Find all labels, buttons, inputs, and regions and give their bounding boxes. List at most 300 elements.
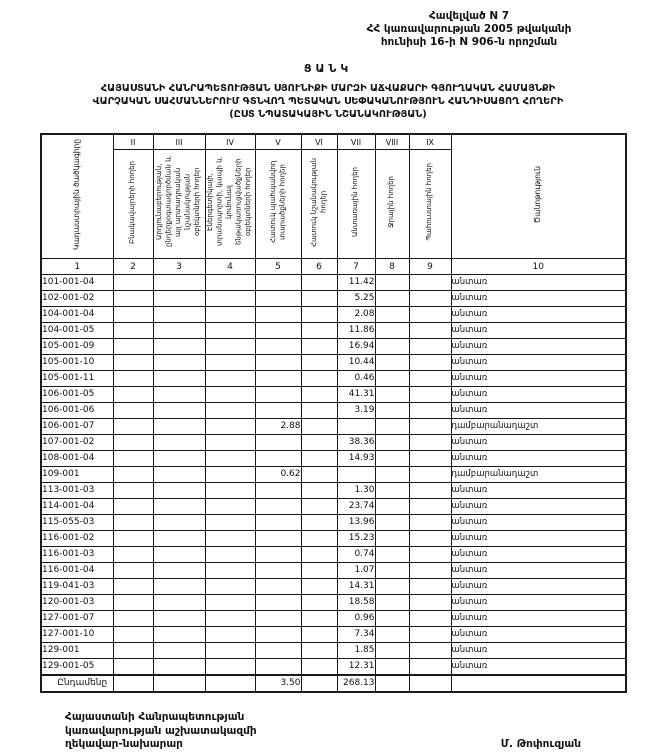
cadastral-code-cell: 104-001-04 bbox=[41, 307, 113, 323]
water-cell bbox=[375, 403, 409, 419]
protected-areas-cell bbox=[255, 499, 301, 515]
cadastral-code-cell: 108-001-04 bbox=[41, 451, 113, 467]
cadastral-code-cell: 127-001-07 bbox=[41, 611, 113, 627]
forest-cell: 15.23 bbox=[337, 531, 375, 547]
protected-areas-cell bbox=[255, 275, 301, 291]
reserve-cell bbox=[409, 547, 451, 563]
cadastral-code-cell: 105-001-11 bbox=[41, 371, 113, 387]
water-cell bbox=[375, 515, 409, 531]
table-row bbox=[41, 339, 626, 355]
forest-cell: 13.96 bbox=[337, 515, 375, 531]
protected-areas-cell: 2.88 bbox=[255, 419, 301, 435]
infrastructure-cell bbox=[205, 515, 255, 531]
water-cell bbox=[375, 355, 409, 371]
forest-cell: 23.74 bbox=[337, 499, 375, 515]
industrial-cell bbox=[153, 659, 205, 676]
reserve-cell bbox=[409, 595, 451, 611]
reserve-cell bbox=[409, 323, 451, 339]
industrial-cell bbox=[153, 371, 205, 387]
water-cell bbox=[375, 339, 409, 355]
special-purpose-cell bbox=[301, 387, 337, 403]
water-cell bbox=[375, 659, 409, 676]
protected-areas-cell: 3.50 bbox=[255, 675, 301, 692]
note-cell: անտառ bbox=[451, 643, 626, 659]
table-row bbox=[41, 531, 626, 547]
forest-cell: 0.74 bbox=[337, 547, 375, 563]
settlement-cell bbox=[113, 307, 153, 323]
title-heading: ՑԱՆԿ bbox=[303, 62, 353, 75]
col-number-6: 6 bbox=[301, 259, 337, 275]
table-row bbox=[41, 515, 626, 531]
reserve-cell bbox=[409, 291, 451, 307]
settlement-cell bbox=[113, 451, 153, 467]
forest-cell: 5.25 bbox=[337, 291, 375, 307]
cadastral-code-cell: 114-001-04 bbox=[41, 499, 113, 515]
industrial-cell bbox=[153, 627, 205, 643]
cadastral-code-cell: 106-001-06 bbox=[41, 403, 113, 419]
special-purpose-cell bbox=[301, 499, 337, 515]
cadastral-code-cell: 105-001-09 bbox=[41, 339, 113, 355]
col-number-2: 2 bbox=[113, 259, 153, 275]
reserve-cell bbox=[409, 419, 451, 435]
note-cell: անտառ bbox=[451, 483, 626, 499]
special-purpose-cell bbox=[301, 563, 337, 579]
special-purpose-cell bbox=[301, 403, 337, 419]
special-purpose-cell bbox=[301, 483, 337, 499]
special-purpose-cell bbox=[301, 435, 337, 451]
note-cell: դամբարանադաշտ bbox=[451, 467, 626, 483]
note-cell: անտառ bbox=[451, 435, 626, 451]
total-row bbox=[41, 675, 626, 692]
protected-areas-cell bbox=[255, 291, 301, 307]
appendix-line-2: ՀՀ կառավարության 2005 թվականի bbox=[366, 23, 572, 35]
column-numeral-8: VIII bbox=[375, 134, 409, 150]
reserve-cell bbox=[409, 627, 451, 643]
settlement-cell bbox=[113, 643, 153, 659]
settlement-cell bbox=[113, 659, 153, 676]
protected-areas-cell bbox=[255, 547, 301, 563]
industrial-cell bbox=[153, 531, 205, 547]
reserve-cell bbox=[409, 611, 451, 627]
forest-cell bbox=[337, 467, 375, 483]
table-row bbox=[41, 275, 626, 291]
infrastructure-cell bbox=[205, 675, 255, 692]
special-purpose-cell bbox=[301, 579, 337, 595]
industrial-cell bbox=[153, 339, 205, 355]
special-purpose-cell bbox=[301, 291, 337, 307]
protected-areas-cell: 0.62 bbox=[255, 467, 301, 483]
cadastral-code-cell: 129-001-05 bbox=[41, 659, 113, 676]
special-purpose-cell bbox=[301, 339, 337, 355]
note-cell: դամբարանադաշտ bbox=[451, 419, 626, 435]
column-header-special-purpose: Հատուկ նշանակության հողեր bbox=[301, 150, 337, 259]
protected-areas-cell bbox=[255, 611, 301, 627]
protected-areas-cell bbox=[255, 355, 301, 371]
column-header-protected-areas: Հատուկ պահպանվող տարածքների հողեր bbox=[255, 150, 301, 259]
reserve-cell bbox=[409, 579, 451, 595]
column-numeral-3: III bbox=[153, 134, 205, 150]
infrastructure-cell bbox=[205, 419, 255, 435]
signatory-title-line-1: Հայաստանի Հանրապետության bbox=[65, 711, 245, 723]
forest-cell: 18.58 bbox=[337, 595, 375, 611]
table-row bbox=[41, 467, 626, 483]
water-cell bbox=[375, 483, 409, 499]
protected-areas-cell bbox=[255, 371, 301, 387]
column-numeral-6: VI bbox=[301, 134, 337, 150]
special-purpose-cell bbox=[301, 419, 337, 435]
column-number-row bbox=[41, 259, 626, 275]
table-row bbox=[41, 403, 626, 419]
reserve-cell bbox=[409, 403, 451, 419]
settlement-cell bbox=[113, 371, 153, 387]
water-cell bbox=[375, 451, 409, 467]
page-title bbox=[0, 62, 656, 121]
table-row bbox=[41, 371, 626, 387]
note-cell: անտառ bbox=[451, 275, 626, 291]
reserve-cell bbox=[409, 659, 451, 676]
special-purpose-cell bbox=[301, 451, 337, 467]
water-cell bbox=[375, 643, 409, 659]
industrial-cell bbox=[153, 275, 205, 291]
table-row bbox=[41, 659, 626, 676]
title-line-3: (ԸՍՏ ՆՊԱՏԱԿԱՅԻՆ ՆՇԱՆԱԿՈՒԹՅԱՆ) bbox=[229, 109, 427, 120]
industrial-cell bbox=[153, 355, 205, 371]
column-numeral-9: IX bbox=[409, 134, 451, 150]
special-purpose-cell bbox=[301, 627, 337, 643]
forest-cell: 1.07 bbox=[337, 563, 375, 579]
industrial-cell bbox=[153, 595, 205, 611]
forest-cell: 11.42 bbox=[337, 275, 375, 291]
table-row bbox=[41, 291, 626, 307]
settlement-cell bbox=[113, 291, 153, 307]
forest-cell: 268.13 bbox=[337, 675, 375, 692]
protected-areas-cell bbox=[255, 483, 301, 499]
industrial-cell bbox=[153, 323, 205, 339]
forest-cell: 10.44 bbox=[337, 355, 375, 371]
industrial-cell bbox=[153, 643, 205, 659]
protected-areas-cell bbox=[255, 595, 301, 611]
reserve-cell bbox=[409, 483, 451, 499]
infrastructure-cell bbox=[205, 563, 255, 579]
forest-cell: 7.34 bbox=[337, 627, 375, 643]
note-cell: անտառ bbox=[451, 371, 626, 387]
water-cell bbox=[375, 595, 409, 611]
table-row bbox=[41, 595, 626, 611]
note-cell: անտառ bbox=[451, 403, 626, 419]
column-header-notes bbox=[451, 134, 626, 259]
column-header-settlement: Բնակավայրերի հողեր bbox=[113, 150, 153, 259]
protected-areas-cell bbox=[255, 563, 301, 579]
signature-name: Մ. Թոփուզյան bbox=[500, 738, 581, 750]
protected-areas-cell bbox=[255, 435, 301, 451]
forest-cell: 41.31 bbox=[337, 387, 375, 403]
cadastral-code-cell: 106-001-07 bbox=[41, 419, 113, 435]
table-body bbox=[41, 275, 626, 693]
title-line-1: ՀԱՅԱՍՏԱՆԻ ՀԱՆՐԱՊԵՏՈՒԹՅԱՆ ՍՅՈՒՆԻՔԻ ՄԱՐԶԻ ԱՃՎԱՔԱՐԻ ԳՅՈՒՂԱԿԱՆ ՀԱՄԱՅՆՔԻ bbox=[100, 83, 556, 94]
water-cell bbox=[375, 675, 409, 692]
signatory-title-line-3: ղեկավար-նախարար bbox=[65, 738, 183, 750]
table-row bbox=[41, 355, 626, 371]
industrial-cell bbox=[153, 451, 205, 467]
notes-label: Ծանոթություն bbox=[533, 165, 543, 224]
industrial-cell bbox=[153, 611, 205, 627]
infrastructure-cell bbox=[205, 323, 255, 339]
reserve-cell bbox=[409, 275, 451, 291]
forest-cell: 14.31 bbox=[337, 579, 375, 595]
water-cell bbox=[375, 275, 409, 291]
table-row bbox=[41, 579, 626, 595]
signatory-title bbox=[65, 711, 257, 752]
industrial-cell bbox=[153, 387, 205, 403]
settlement-cell bbox=[113, 483, 153, 499]
reserve-cell bbox=[409, 435, 451, 451]
infrastructure-cell bbox=[205, 595, 255, 611]
infrastructure-cell bbox=[205, 403, 255, 419]
protected-areas-cell bbox=[255, 515, 301, 531]
note-cell: անտառ bbox=[451, 451, 626, 467]
reserve-cell bbox=[409, 643, 451, 659]
note-cell: անտառ bbox=[451, 579, 626, 595]
cadastral-code-cell: 116-001-03 bbox=[41, 547, 113, 563]
settlement-cell bbox=[113, 275, 153, 291]
infrastructure-cell bbox=[205, 659, 255, 676]
special-purpose-cell bbox=[301, 371, 337, 387]
note-cell: անտառ bbox=[451, 307, 626, 323]
water-cell bbox=[375, 371, 409, 387]
industrial-cell bbox=[153, 675, 205, 692]
water-cell bbox=[375, 323, 409, 339]
industrial-cell bbox=[153, 467, 205, 483]
reserve-cell bbox=[409, 467, 451, 483]
settlement-cell bbox=[113, 323, 153, 339]
industrial-cell bbox=[153, 435, 205, 451]
industrial-cell bbox=[153, 403, 205, 419]
settlement-cell bbox=[113, 531, 153, 547]
col-number-5: 5 bbox=[255, 259, 301, 275]
industrial-cell bbox=[153, 291, 205, 307]
water-cell bbox=[375, 627, 409, 643]
settlement-cell bbox=[113, 563, 153, 579]
infrastructure-cell bbox=[205, 499, 255, 515]
protected-areas-cell bbox=[255, 627, 301, 643]
water-cell bbox=[375, 387, 409, 403]
special-purpose-cell bbox=[301, 675, 337, 692]
forest-cell bbox=[337, 419, 375, 435]
col-number-7: 7 bbox=[337, 259, 375, 275]
col-number-10: 10 bbox=[451, 259, 626, 275]
note-cell: անտառ bbox=[451, 547, 626, 563]
water-cell bbox=[375, 435, 409, 451]
cadastral-code-cell: 107-001-02 bbox=[41, 435, 113, 451]
water-cell bbox=[375, 611, 409, 627]
reserve-cell bbox=[409, 563, 451, 579]
infrastructure-cell bbox=[205, 483, 255, 499]
protected-areas-cell bbox=[255, 643, 301, 659]
settlement-cell bbox=[113, 499, 153, 515]
cadastral-code-cell: 113-001-03 bbox=[41, 483, 113, 499]
industrial-cell bbox=[153, 499, 205, 515]
signatory-title-line-2: կառավարության աշխատակազմի bbox=[65, 724, 257, 737]
special-purpose-cell bbox=[301, 611, 337, 627]
water-cell bbox=[375, 307, 409, 323]
settlement-cell bbox=[113, 579, 153, 595]
forest-cell: 1.30 bbox=[337, 483, 375, 499]
note-cell: անտառ bbox=[451, 339, 626, 355]
infrastructure-cell bbox=[205, 291, 255, 307]
reserve-cell bbox=[409, 387, 451, 403]
cadastral-code-cell: 102-001-02 bbox=[41, 291, 113, 307]
infrastructure-cell bbox=[205, 643, 255, 659]
reserve-cell bbox=[409, 307, 451, 323]
column-numeral-2: II bbox=[113, 134, 153, 150]
water-cell bbox=[375, 579, 409, 595]
water-cell bbox=[375, 563, 409, 579]
settlement-cell bbox=[113, 515, 153, 531]
table-row bbox=[41, 483, 626, 499]
special-purpose-cell bbox=[301, 643, 337, 659]
table-row bbox=[41, 307, 626, 323]
column-numeral-4: IV bbox=[205, 134, 255, 150]
protected-areas-cell bbox=[255, 659, 301, 676]
reserve-cell bbox=[409, 355, 451, 371]
column-header-cadastral-code bbox=[41, 134, 113, 259]
water-cell bbox=[375, 291, 409, 307]
col-number-9: 9 bbox=[409, 259, 451, 275]
table-row bbox=[41, 387, 626, 403]
reserve-cell bbox=[409, 499, 451, 515]
col-number-1: 1 bbox=[41, 259, 113, 275]
settlement-cell bbox=[113, 435, 153, 451]
table-row bbox=[41, 563, 626, 579]
column-numeral-5: V bbox=[255, 134, 301, 150]
cadastral-code-cell: 127-001-10 bbox=[41, 627, 113, 643]
protected-areas-cell bbox=[255, 339, 301, 355]
industrial-cell bbox=[153, 515, 205, 531]
signature-block bbox=[65, 711, 581, 752]
col-number-8: 8 bbox=[375, 259, 409, 275]
special-purpose-cell bbox=[301, 515, 337, 531]
infrastructure-cell bbox=[205, 627, 255, 643]
cadastral-code-label: Կադաստրային ծածկագիրը bbox=[72, 138, 82, 250]
infrastructure-cell bbox=[205, 435, 255, 451]
settlement-cell bbox=[113, 339, 153, 355]
industrial-cell bbox=[153, 483, 205, 499]
title-line-2: ՎԱՐՉԱԿԱՆ ՍԱՀՄԱՆՆԵՐՈՒՄ ԳՏՆՎՈՂ ՊԵՏԱԿԱՆ ՍԵՓԱԿԱՆՈՒԹՅՈՒՆ ՀԱՆԴԻՍԱՑՈՂ ՀՈՂԵՐԻ bbox=[92, 96, 564, 107]
forest-cell: 38.36 bbox=[337, 435, 375, 451]
protected-areas-cell bbox=[255, 403, 301, 419]
water-cell bbox=[375, 419, 409, 435]
cadastral-code-cell: 104-001-05 bbox=[41, 323, 113, 339]
water-cell bbox=[375, 531, 409, 547]
infrastructure-cell bbox=[205, 451, 255, 467]
industrial-cell bbox=[153, 419, 205, 435]
table-row bbox=[41, 643, 626, 659]
column-header-infrastructure: Էներգետիկայի, տրանսպորտի, կապի և կոմունալ ենթակառուցվածքների օբյեկտների հողեր bbox=[205, 150, 255, 259]
note-cell bbox=[451, 675, 626, 692]
cadastral-code-cell: 101-001-04 bbox=[41, 275, 113, 291]
note-cell: անտառ bbox=[451, 387, 626, 403]
special-purpose-cell bbox=[301, 323, 337, 339]
infrastructure-cell bbox=[205, 339, 255, 355]
cadastral-code-cell: 106-001-05 bbox=[41, 387, 113, 403]
note-cell: անտառ bbox=[451, 611, 626, 627]
reserve-cell bbox=[409, 339, 451, 355]
cadastral-code-cell: 129-001 bbox=[41, 643, 113, 659]
industrial-cell bbox=[153, 563, 205, 579]
note-cell: անտառ bbox=[451, 291, 626, 307]
protected-areas-cell bbox=[255, 531, 301, 547]
water-cell bbox=[375, 547, 409, 563]
industrial-cell bbox=[153, 307, 205, 323]
infrastructure-cell bbox=[205, 579, 255, 595]
cadastral-code-cell: 109-001 bbox=[41, 467, 113, 483]
reserve-cell bbox=[409, 371, 451, 387]
infrastructure-cell bbox=[205, 531, 255, 547]
note-cell: անտառ bbox=[451, 659, 626, 676]
forest-cell: 12.31 bbox=[337, 659, 375, 676]
note-cell: անտառ bbox=[451, 355, 626, 371]
column-header-reserve: Պահուստային հողեր bbox=[409, 150, 451, 259]
infrastructure-cell bbox=[205, 355, 255, 371]
cadastral-code-cell: 105-001-10 bbox=[41, 355, 113, 371]
column-header-industrial: Արդյունաբերության, ընդերքօգտագործման և այլ արտադրական նշանակության օբյեկտների հողեր bbox=[153, 150, 205, 259]
note-cell: անտառ bbox=[451, 595, 626, 611]
appendix-line-3: հունիսի 16-ի N 906-ն որոշման bbox=[380, 36, 558, 48]
settlement-cell bbox=[113, 467, 153, 483]
forest-cell: 2.08 bbox=[337, 307, 375, 323]
special-purpose-cell bbox=[301, 547, 337, 563]
industrial-cell bbox=[153, 579, 205, 595]
protected-areas-cell bbox=[255, 323, 301, 339]
forest-cell: 0.96 bbox=[337, 611, 375, 627]
table-header bbox=[41, 134, 626, 275]
reserve-cell bbox=[409, 675, 451, 692]
note-cell: անտառ bbox=[451, 515, 626, 531]
water-cell bbox=[375, 499, 409, 515]
table-row bbox=[41, 323, 626, 339]
table-row bbox=[41, 611, 626, 627]
table-row bbox=[41, 419, 626, 435]
forest-cell: 3.19 bbox=[337, 403, 375, 419]
column-numeral-7: VII bbox=[337, 134, 375, 150]
cadastral-code-cell: 116-001-04 bbox=[41, 563, 113, 579]
special-purpose-cell bbox=[301, 307, 337, 323]
protected-areas-cell bbox=[255, 579, 301, 595]
col-number-3: 3 bbox=[153, 259, 205, 275]
infrastructure-cell bbox=[205, 547, 255, 563]
infrastructure-cell bbox=[205, 307, 255, 323]
forest-cell: 14.93 bbox=[337, 451, 375, 467]
appendix-line-1: Հավելված N 7 bbox=[428, 10, 510, 22]
table-row bbox=[41, 435, 626, 451]
land-table bbox=[40, 133, 627, 693]
table-row bbox=[41, 547, 626, 563]
infrastructure-cell bbox=[205, 275, 255, 291]
appendix-reference bbox=[296, 10, 642, 49]
industrial-cell bbox=[153, 547, 205, 563]
settlement-cell bbox=[113, 611, 153, 627]
settlement-cell bbox=[113, 627, 153, 643]
settlement-cell bbox=[113, 595, 153, 611]
water-cell bbox=[375, 467, 409, 483]
cadastral-code-cell: 120-001-03 bbox=[41, 595, 113, 611]
protected-areas-cell bbox=[255, 451, 301, 467]
note-cell: անտառ bbox=[451, 499, 626, 515]
cadastral-code-cell: 119-041-03 bbox=[41, 579, 113, 595]
forest-cell: 11.86 bbox=[337, 323, 375, 339]
table-row bbox=[41, 499, 626, 515]
reserve-cell bbox=[409, 531, 451, 547]
